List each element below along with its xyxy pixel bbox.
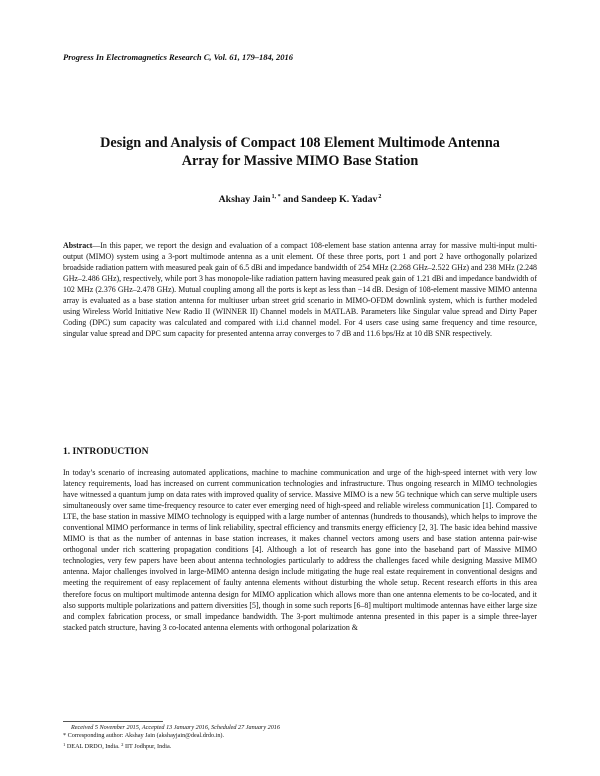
title-line-1: Design and Analysis of Compact 108 Element Multimode Antenna [100,135,500,151]
abstract [63,240,537,339]
author-list [50,194,550,205]
author-1-mark: 1, * [271,194,281,200]
section-title: INTRODUCTION [72,447,149,457]
corresponding-author-note [63,732,537,740]
journal-header: Progress In Electromagnetics Research C, Vol. 61, 179–184, 2016 [63,52,293,62]
section-heading [63,447,149,457]
author-2-name: Sandeep K. Yadav [301,194,378,205]
abstract-label: Abstract [63,241,93,250]
author-connector: and [283,194,299,205]
affiliation-2: IIT Jodhpur, India. [124,742,172,750]
footnote-divider [63,721,163,722]
corresponding-author-text: Corresponding author: Akshay Jain (akshayjain@deal.drdo.in). [67,732,225,740]
affiliation-2-mark: 2 [121,741,124,747]
affiliations [63,741,537,751]
abstract-text: —In this paper, we report the design and evaluation of a compact 108-element base station antenna array for massive multi-input multi-output (MIMO) system using a 3-port multimode antenna as a unit element. Of these three ports, port 1 and port 2 have orthogonally polarized broadside radiation pattern with measured peak gain of 6.5 dBi and impedance bandwidth of 254 MHz (2.268 GHz–2.522 GHz) and 238 MHz (2.248 GHz–2.486 GHz), respectively, while port 3 has monopole-like radiation pattern having measured peak gain of 1.21 dBi and impedance bandwidth of 102 MHz (2.376 GHz–2.478 GHz). Mutual coupling among all the ports is kept as less than −14 dB. Design of 108-element massive MIMO antenna array is evaluated as a base station antenna for multiuser urban street grid scenario in MIMO-OFDM downlink system, which is further modeled using Wireless World Initiative New Radio II (WINNER II) Channel models in MATLAB. Parameters like Singular value spread and Dirty Paper Coding (DPC) sum capacity was calculated and compared with i.i.d channel model. For 4 users case using same frequency and time resource, singular value spread and DPC sum capacity for presented antenna array converges to 7 dB and 11.6 bps/Hz at 10 dB SNR respectively. [63,241,537,339]
section-number: 1. [63,447,71,457]
footnotes [63,724,537,751]
received-dates: Received 5 November 2015, Accepted 13 January 2016, Scheduled 27 January 2016 [71,724,280,731]
introduction-paragraph: In today’s scenario of increasing automated applications, machine to machine communication and urge of the high-speed internet with very low latency requirements, load has increased on current communication technologies and infrastructure. Thus ongoing research in MIMO technologies have witnessed a quantum jump on data rates with improved quality of service. Massive MIMO is a new 5G technique which can serve multiple users simultaneously over same time-frequency resource to cater ever emerging need of high-speed and reliable wireless communication [1]. Compared to LTE, the base station in massive MIMO technology is equipped with a large number of antennas (hundreds to thousands), which helps to improve the conventional MIMO performance in terms of link reliability, spectral efficiency and transmits energy efficiency [2, 3]. The basic idea behind massive MIMO is that as the number of antennas in base station increases, it makes channel vectors among users and base station antenna pair-wise orthogonal under rich scattering propagation conditions [4]. Although a lot of research has gone into the baseband part of Massive MIMO technologies, very few papers have been about antenna technologies particularly to address the challenges faced while designing Massive MIMO antenna. Major challenges involved in large-MIMO antenna design include mitigating the huge real estate requirement in conventional designs and meeting the requirement of easy replacement of faulty antenna elements without disturbing the whole setup. Recent research efforts in this area therefore focus on multiport multimode antenna design for MIMO application which allows more than one antenna elements to be co-located, and it also supports multiple polarizations and pattern diversities [5], though in some such reports [6–8] multiport multimode antennas have either large size and complex fabrication process, or small impedance bandwidth. The 3-port multimode antenna presented in this paper is a simple three-layer stacked patch structure, having 3 co-located antenna elements with orthogonal polarization & [63,468,537,632]
corresponding-mark: * [63,732,67,740]
paper-title [50,134,550,170]
author-2-mark: 2 [378,194,382,200]
affiliation-1-mark: 1 [63,741,66,747]
affiliation-1: DEAL DRDO, India. [66,742,120,750]
author-1-name: Akshay Jain [218,194,271,205]
title-line-2: Array for Massive MIMO Base Station [181,153,419,169]
